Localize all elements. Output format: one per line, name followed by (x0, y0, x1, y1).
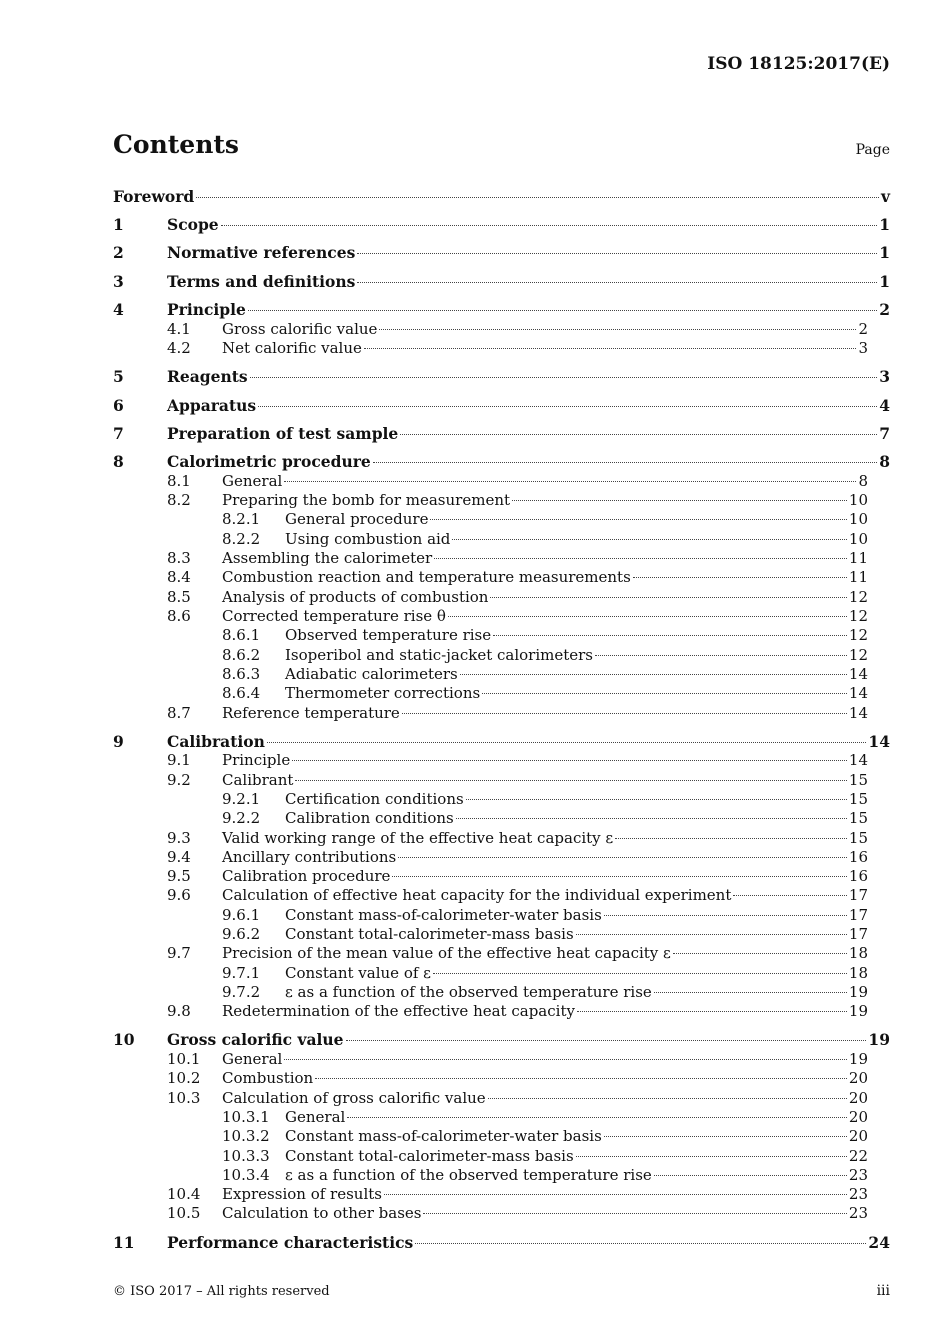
toc-entry-title: Constant value of ε (285, 964, 431, 982)
toc-entry-page: 18 (848, 944, 868, 962)
toc-entry[interactable] (113, 243, 890, 262)
toc-entry-title: Calculation of gross calorific value (222, 1089, 486, 1107)
toc-entry-page: 14 (848, 665, 868, 683)
toc-entry-page: 8 (879, 452, 890, 471)
toc-entry-title: Valid working range of the effective heat capacity ε (222, 829, 614, 847)
toc-dot-leader (398, 857, 847, 858)
toc-entry-number: 8.2.1 (222, 510, 261, 528)
toc-entry[interactable] (113, 215, 890, 234)
toc-dot-leader (493, 635, 847, 636)
toc-entry-page: 12 (848, 607, 868, 625)
toc-entry[interactable] (113, 1185, 868, 1204)
toc-entry-number: 8.6.2 (222, 646, 261, 664)
toc-entry[interactable] (113, 906, 868, 925)
toc-entry-title: Performance characteristics (167, 1233, 414, 1252)
toc-entry-page: 4 (879, 396, 890, 415)
toc-entry-number: 9.7.1 (222, 964, 261, 982)
toc-dot-leader (258, 406, 877, 407)
toc-entry[interactable] (113, 549, 868, 568)
toc-entry[interactable] (113, 1050, 868, 1069)
toc-entry[interactable] (113, 1166, 868, 1185)
toc-dot-leader (460, 674, 847, 675)
toc-entry[interactable] (113, 300, 890, 319)
toc-entry-number: 10.3.2 (222, 1127, 270, 1145)
toc-entry-title: General (285, 1108, 346, 1126)
toc-entry-page: 20 (848, 1108, 868, 1126)
toc-dot-leader (284, 481, 856, 482)
toc-entry-page: 20 (848, 1127, 868, 1145)
toc-dot-leader (654, 1175, 847, 1176)
toc-entry[interactable] (113, 339, 868, 358)
toc-entry-title: General (222, 1050, 283, 1068)
toc-entry[interactable] (113, 771, 868, 790)
toc-dot-leader (284, 1059, 847, 1060)
toc-dot-leader (654, 992, 847, 993)
toc-entry[interactable] (113, 646, 868, 665)
toc-entry-page: 15 (848, 790, 868, 808)
toc-dot-leader (604, 915, 847, 916)
toc-entry-title: Terms and definitions (167, 272, 356, 291)
toc-entry-number: 8 (113, 452, 124, 471)
page-title: Contents (113, 130, 240, 159)
toc-entry-title: Assembling the calorimeter (222, 549, 433, 567)
toc-entry-title: Calibrant (222, 771, 294, 789)
toc-entry-page: 19 (848, 983, 868, 1001)
toc-entry-page: 12 (848, 626, 868, 644)
toc-entry-number: 10.4 (167, 1185, 201, 1203)
toc-entry-title: Ancillary contributions (222, 848, 397, 866)
toc-dot-leader (448, 616, 847, 617)
toc-entry-title: Using combustion aid (285, 530, 451, 548)
toc-entry[interactable] (113, 1002, 868, 1021)
toc-entry-title: Principle (167, 300, 246, 319)
toc-entry-title: Calorimetric procedure (167, 452, 371, 471)
toc-entry-number: 9.7 (167, 944, 191, 962)
toc-entry[interactable] (113, 272, 890, 291)
footer-page-number: iii (876, 1283, 890, 1299)
toc-entry-page: 17 (848, 886, 868, 904)
toc-entry-page: 7 (879, 424, 890, 443)
toc-entry-number: 9.2.2 (222, 809, 261, 827)
toc-entry-title: Precision of the mean value of the effective heat capacity ε (222, 944, 671, 962)
toc-entry[interactable] (113, 809, 868, 828)
toc-entry-page: 11 (848, 549, 868, 567)
toc-dot-leader (456, 818, 847, 819)
toc-entry-title: Redetermination of the effective heat capacity (222, 1002, 575, 1020)
toc-entry-number: 9.2.1 (222, 790, 261, 808)
toc-entry-title: Corrected temperature rise θ (222, 607, 446, 625)
toc-entry-number: 8.2 (167, 491, 191, 509)
toc-dot-leader (482, 693, 847, 694)
toc-dot-leader (384, 1194, 847, 1195)
toc-dot-leader (392, 876, 847, 877)
toc-entry-page: 15 (848, 829, 868, 847)
toc-entry-number: 8.1 (167, 472, 191, 490)
toc-entry[interactable] (113, 607, 868, 626)
toc-dot-leader (434, 558, 847, 559)
toc-entry-title: Constant total-calorimeter-mass basis (285, 1147, 574, 1165)
toc-entry-number: 2 (113, 243, 124, 262)
toc-entry[interactable] (113, 983, 868, 1002)
toc-dot-leader (315, 1078, 847, 1079)
toc-entry-number: 4.2 (167, 339, 191, 357)
toc-entry-title: Normative references (167, 243, 356, 262)
toc-dot-leader (250, 377, 878, 378)
toc-dot-leader (577, 1011, 847, 1012)
toc-entry-number: 9.8 (167, 1002, 191, 1020)
toc-entry-page: 14 (848, 751, 868, 769)
toc-entry-title: Constant total-calorimeter-mass basis (285, 925, 574, 943)
toc-dot-leader (364, 348, 857, 349)
toc-entry-number: 8.2.2 (222, 530, 261, 548)
toc-entry[interactable] (113, 187, 890, 206)
toc-entry-page: 19 (848, 1002, 868, 1020)
toc-entry-number: 10.5 (167, 1204, 201, 1222)
toc-entry[interactable] (113, 867, 868, 886)
toc-entry-title: Isoperibol and static-jacket calorimeters (285, 646, 594, 664)
toc-entry[interactable] (113, 732, 890, 751)
toc-entry-page: 1 (879, 215, 890, 234)
toc-entry-title: General procedure (285, 510, 429, 528)
toc-entry[interactable] (113, 1233, 890, 1252)
toc-entry-title: Analysis of products of combustion (222, 588, 489, 606)
toc-dot-leader (430, 519, 846, 520)
toc-entry-page: 8 (858, 472, 868, 490)
toc-entry-number: 9 (113, 732, 124, 751)
toc-entry[interactable] (113, 886, 868, 905)
toc-entry-page: 14 (848, 684, 868, 702)
toc-entry-page: 14 (848, 704, 868, 722)
toc-entry[interactable] (113, 588, 868, 607)
toc-entry-page: 24 (868, 1233, 890, 1252)
toc-entry[interactable] (113, 790, 868, 809)
toc-entry-page: 11 (848, 568, 868, 586)
toc-dot-leader (400, 434, 877, 435)
toc-dot-leader (452, 539, 846, 540)
toc-entry-page: 2 (858, 320, 868, 338)
toc-entry-title: Calculation of effective heat capacity for the individual experiment (222, 886, 732, 904)
toc-entry[interactable] (113, 665, 868, 684)
toc-entry-title: Calibration procedure (222, 867, 391, 885)
toc-dot-leader (633, 577, 847, 578)
toc-entry-title: Preparing the bomb for measurement (222, 491, 511, 509)
toc-entry-page: 3 (858, 339, 868, 357)
toc-dot-leader (576, 934, 847, 935)
toc-entry-title: Constant mass-of-calorimeter-water basis (285, 1127, 602, 1145)
toc-dot-leader (490, 597, 846, 598)
toc-entry-page: 19 (848, 1050, 868, 1068)
toc-entry-page: 3 (879, 367, 890, 386)
toc-dot-leader (488, 1098, 847, 1099)
toc-entry-number: 6 (113, 396, 124, 415)
toc-entry[interactable] (113, 1204, 868, 1223)
toc-entry[interactable] (113, 530, 868, 549)
toc-entry-number: 9.7.2 (222, 983, 261, 1001)
toc-entry[interactable] (113, 424, 890, 443)
toc-entry-page: 17 (848, 906, 868, 924)
toc-entry[interactable] (113, 1108, 868, 1127)
toc-entry-number: 10 (113, 1030, 135, 1049)
toc-entry[interactable] (113, 925, 868, 944)
toc-entry[interactable] (113, 510, 868, 529)
toc-entry-number: 8.6.4 (222, 684, 261, 702)
toc-dot-leader (423, 1213, 846, 1214)
toc-entry-number: 8.5 (167, 588, 191, 606)
toc-entry[interactable] (113, 829, 868, 848)
toc-entry-number: 4 (113, 300, 124, 319)
page-column-label: Page (855, 142, 890, 158)
toc-entry-title: Gross calorific value (222, 320, 378, 338)
toc-entry-page: 18 (848, 964, 868, 982)
toc-entry-title: Gross calorific value (167, 1030, 344, 1049)
toc-entry-number: 9.4 (167, 848, 191, 866)
toc-entry-title: ε as a function of the observed temperature rise (285, 983, 652, 1001)
toc-dot-leader (248, 310, 877, 311)
toc-entry-title: Calculation to other bases (222, 1204, 422, 1222)
toc-dot-leader (576, 1156, 847, 1157)
toc-entry-number: 8.6.1 (222, 626, 261, 644)
toc-dot-leader (373, 462, 877, 463)
toc-entry[interactable] (113, 472, 868, 491)
toc-entry-page: 20 (848, 1089, 868, 1107)
toc-entry-page: 1 (879, 243, 890, 262)
toc-entry-page: 10 (848, 510, 868, 528)
toc-entry[interactable] (113, 320, 868, 339)
toc-dot-leader (604, 1136, 847, 1137)
toc-entry[interactable] (113, 568, 868, 587)
toc-dot-leader (379, 329, 856, 330)
toc-entry-number: 8.4 (167, 568, 191, 586)
toc-entry-number: 9.5 (167, 867, 191, 885)
toc-entry[interactable] (113, 1069, 868, 1088)
toc-entry-title: Thermometer corrections (285, 684, 481, 702)
toc-entry-title: Calibration conditions (285, 809, 454, 827)
toc-entry-number: 8.6 (167, 607, 191, 625)
toc-dot-leader (357, 253, 877, 254)
toc-entry-number: 5 (113, 367, 124, 386)
toc-entry-page: 22 (848, 1147, 868, 1165)
toc-entry-number: 9.3 (167, 829, 191, 847)
toc-entry-title: Reference temperature (222, 704, 400, 722)
toc-dot-leader (595, 655, 847, 656)
toc-dot-leader (221, 225, 878, 226)
toc-entry-page: 19 (868, 1030, 890, 1049)
toc-entry-title: Observed temperature rise (285, 626, 492, 644)
toc-entry-page: 2 (879, 300, 890, 319)
toc-entry-title: Combustion reaction and temperature measurements (222, 568, 631, 586)
toc-entry-number: 10.2 (167, 1069, 201, 1087)
toc-dot-leader (402, 713, 847, 714)
toc-entry-page: 20 (848, 1069, 868, 1087)
toc-entry-title: Principle (222, 751, 291, 769)
toc-dot-leader (346, 1040, 867, 1041)
toc-entry[interactable] (113, 848, 868, 867)
toc-entry-page: 15 (848, 809, 868, 827)
toc-dot-leader (295, 780, 846, 781)
toc-entry-page: 12 (848, 588, 868, 606)
toc-entry-number: 9.6 (167, 886, 191, 904)
toc-entry-number: 9.6.1 (222, 906, 261, 924)
toc-entry[interactable] (113, 367, 890, 386)
footer-copyright: © ISO 2017 – All rights reserved (113, 1284, 330, 1299)
toc-dot-leader (196, 197, 879, 198)
toc-entry-page: 23 (848, 1166, 868, 1184)
toc-entry-title: Constant mass-of-calorimeter-water basis (285, 906, 602, 924)
toc-entry-title: ε as a function of the observed temperature rise (285, 1166, 652, 1184)
toc-entry-number: 9.2 (167, 771, 191, 789)
toc-dot-leader (433, 973, 847, 974)
toc-entry-title: Expression of results (222, 1185, 382, 1203)
toc-entry-number: 8.7 (167, 704, 191, 722)
toc-entry[interactable] (113, 1089, 868, 1108)
toc-dot-leader (347, 1117, 847, 1118)
toc-entry-title: Adiabatic calorimeters (285, 665, 458, 683)
toc-dot-leader (512, 500, 847, 501)
toc-entry-title: Apparatus (167, 396, 257, 415)
toc-entry[interactable] (113, 964, 868, 983)
toc-entry-number: 8.6.3 (222, 665, 261, 683)
toc-entry-page: 17 (848, 925, 868, 943)
toc-entry[interactable] (113, 491, 868, 510)
toc-entry[interactable] (113, 1147, 868, 1166)
toc-entry-title: Combustion (222, 1069, 314, 1087)
toc-entry-page: 16 (848, 848, 868, 866)
toc-entry-page: 23 (848, 1185, 868, 1203)
toc-entry-number: 4.1 (167, 320, 191, 338)
toc-entry-title: Certification conditions (285, 790, 464, 808)
toc-entry-page: 16 (848, 867, 868, 885)
toc-dot-leader (733, 895, 847, 896)
toc-entry[interactable] (113, 626, 868, 645)
toc-entry-page: 12 (848, 646, 868, 664)
toc-entry-title: Reagents (167, 367, 248, 386)
toc-entry-number: 10.3.3 (222, 1147, 270, 1165)
toc-dot-leader (615, 838, 847, 839)
toc-entry[interactable] (113, 452, 890, 471)
toc-entry[interactable] (113, 396, 890, 415)
toc-entry[interactable] (113, 751, 868, 770)
toc-entry-title: Foreword (113, 187, 195, 206)
toc-entry[interactable] (113, 1030, 890, 1049)
toc-entry-title: Net calorific value (222, 339, 362, 357)
toc-entry-number: 10.3.4 (222, 1166, 270, 1184)
toc-dot-leader (415, 1243, 866, 1244)
toc-entry-page: 10 (848, 530, 868, 548)
toc-entry[interactable] (113, 1127, 868, 1146)
toc-entry-title: General (222, 472, 283, 490)
toc-dot-leader (466, 799, 847, 800)
toc-entry[interactable] (113, 684, 868, 703)
toc-entry-number: 7 (113, 424, 124, 443)
toc-dot-leader (292, 760, 847, 761)
toc-entry-number: 10.3.1 (222, 1108, 270, 1126)
toc-entry-page: 1 (879, 272, 890, 291)
toc-entry-title: Scope (167, 215, 219, 234)
toc-entry[interactable] (113, 704, 868, 723)
toc-entry-number: 1 (113, 215, 124, 234)
toc-dot-leader (357, 282, 877, 283)
toc-entry-number: 10.3 (167, 1089, 201, 1107)
toc-entry-title: Preparation of test sample (167, 424, 399, 443)
toc-entry-number: 8.3 (167, 549, 191, 567)
toc-dot-leader (267, 742, 867, 743)
toc-entry-number: 9.6.2 (222, 925, 261, 943)
toc-entry-page: 15 (848, 771, 868, 789)
document-id: ISO 18125:2017(E) (707, 54, 890, 74)
toc-entry-title: Calibration (167, 732, 265, 751)
toc-entry-page: v (880, 187, 890, 206)
toc-entry-number: 3 (113, 272, 124, 291)
toc-entry-page: 23 (848, 1204, 868, 1222)
toc-entry-number: 11 (113, 1233, 135, 1252)
toc-entry-number: 9.1 (167, 751, 191, 769)
toc-entry[interactable] (113, 944, 868, 963)
toc-dot-leader (673, 953, 847, 954)
toc-entry-number: 10.1 (167, 1050, 201, 1068)
toc-entry-page: 14 (868, 732, 890, 751)
toc-entry-page: 10 (848, 491, 868, 509)
